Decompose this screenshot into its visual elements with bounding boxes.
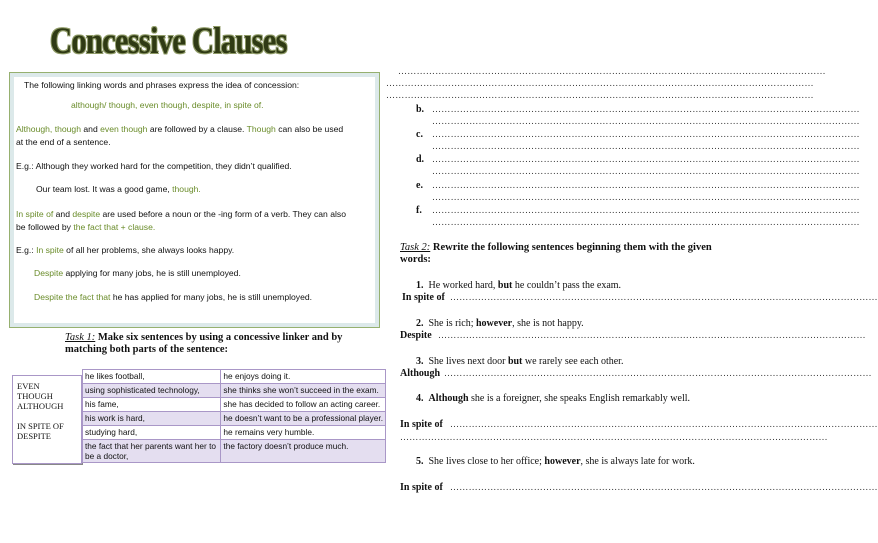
example-4: Despite applying for many jobs, he is still unemployed. xyxy=(34,268,241,278)
task2-sentence-2: 2. She is rich; however, she is not happy. xyxy=(416,318,584,329)
task2-sentence-5: 5. She lives close to her office; however, she is always late for work. xyxy=(416,456,695,467)
task2-sentence-4: 4. Although she is a foreigner, she speaks English remarkably well. xyxy=(416,393,690,404)
task2-lead-5: In spite of xyxy=(400,482,443,493)
task2-heading: Task 2: Rewrite the following sentences beginning them with the given words: xyxy=(400,242,712,265)
task2-answer-line-4b[interactable]: ………………………………………………………………………………………………………………………… xyxy=(400,432,828,442)
rule-although-cont: at the end of a sentence. xyxy=(16,137,111,147)
task2-sentence-1: 1. He worked hard, but he couldn’t pass the exam. xyxy=(416,280,622,291)
page-title: Concessive Clauses xyxy=(50,21,287,62)
linker-despite: DESPITE xyxy=(17,431,51,441)
linker-box xyxy=(12,375,82,464)
answer-a-line-3[interactable]: ………………………………………………………………………………………………………………………… xyxy=(386,90,814,100)
linker-in-spite-of: IN SPITE OF xyxy=(17,421,64,431)
task2-lead-4: In spite of xyxy=(400,419,443,430)
task2-answer-line-4a[interactable]: ………………………………………………………………………………………………………………………… xyxy=(450,419,878,429)
rule-in-spite-of-cont: be followed by the fact that + clause. xyxy=(16,222,156,232)
rules-intro: The following linking words and phrases express the idea of concession: xyxy=(24,80,300,90)
answer-letter-f: f. xyxy=(416,205,422,216)
task2-sentence-3: 3. She lives next door but we rarely see each other. xyxy=(416,356,624,367)
table-row: his work is hard, he doesn’t want to be a professional player. xyxy=(83,412,386,426)
matching-table xyxy=(82,369,386,463)
example-1: E.g.: Although they worked hard for the competition, they didn’t qualified. xyxy=(16,161,292,171)
task2-answer-line-3[interactable]: ………………………………………………………………………………………………………………………… xyxy=(444,368,872,378)
answer-letter-e: e. xyxy=(416,180,423,191)
answer-letter-c: c. xyxy=(416,129,423,140)
task2-lead-2: Despite xyxy=(400,330,432,341)
task2-lead-1: In spite of xyxy=(402,292,445,303)
rule-in-spite-of: In spite of and despite are used before a noun or the -ing form of a verb. They can also xyxy=(16,209,346,219)
answer-letter-b: b. xyxy=(416,104,425,115)
answer-c-line-2[interactable]: ………………………………………………………………………………………………………………………… xyxy=(432,141,860,151)
rules-box xyxy=(9,72,380,328)
answer-e-line-2[interactable]: ………………………………………………………………………………………………………………………… xyxy=(432,192,860,202)
task2-answer-line-1[interactable]: ………………………………………………………………………………………………………………………… xyxy=(450,292,878,302)
example-3: E.g.: In spite of all her problems, she always looks happy. xyxy=(16,245,235,255)
answer-c-line-1[interactable]: ………………………………………………………………………………………………………………………… xyxy=(432,129,860,139)
task2-answer-line-2[interactable]: ………………………………………………………………………………………………………………………… xyxy=(438,330,866,340)
table-row: his fame, she has decided to follow an acting career. xyxy=(83,398,386,412)
answer-a-line-1[interactable]: ………………………………………………………………………………………………………………………… xyxy=(398,66,826,76)
task2-answer-line-5[interactable]: ………………………………………………………………………………………………………………………… xyxy=(450,482,878,492)
rules-linker-list: although/ though, even though, despite, in spite of. xyxy=(71,100,264,110)
linker-even: EVEN xyxy=(17,381,40,391)
answer-b-line-1[interactable]: ………………………………………………………………………………………………………………………… xyxy=(432,104,860,114)
table-row: the fact that her parents want her to be a doctor, the factory doesn’t produce much. xyxy=(83,440,386,463)
answer-d-line-1[interactable]: ………………………………………………………………………………………………………………………… xyxy=(432,154,860,164)
answer-a-line-2[interactable]: ………………………………………………………………………………………………………………………… xyxy=(386,78,814,88)
task2-lead-3: Although xyxy=(400,368,441,379)
table-row: he likes football, he enjoys doing it. xyxy=(83,370,386,384)
linker-although: ALTHOUGH xyxy=(17,401,64,411)
answer-letter-d: d. xyxy=(416,154,425,165)
example-5: Despite the fact that he has applied for many jobs, he is still unemployed. xyxy=(34,292,313,302)
answer-b-line-2[interactable]: ………………………………………………………………………………………………………………………… xyxy=(432,116,860,126)
table-row: using sophisticated technology, she thinks she won’t succeed in the exam. xyxy=(83,384,386,398)
task1-heading: Task 1: Make six sentences by using a concessive linker and by matching both parts of the sentence: xyxy=(65,332,343,355)
example-2: Our team lost. It was a good game, though. xyxy=(36,184,201,194)
answer-f-line-1[interactable]: ………………………………………………………………………………………………………………………… xyxy=(432,205,860,215)
answer-e-line-1[interactable]: ………………………………………………………………………………………………………………………… xyxy=(432,180,860,190)
answer-f-line-2[interactable]: ………………………………………………………………………………………………………………………… xyxy=(432,217,860,227)
answer-d-line-2[interactable]: ………………………………………………………………………………………………………………………… xyxy=(432,166,860,176)
table-row: studying hard, he remains very humble. xyxy=(83,426,386,440)
linker-though: THOUGH xyxy=(17,391,53,401)
rule-although: Although, though and even though are followed by a clause. Though can also be used xyxy=(16,124,344,134)
